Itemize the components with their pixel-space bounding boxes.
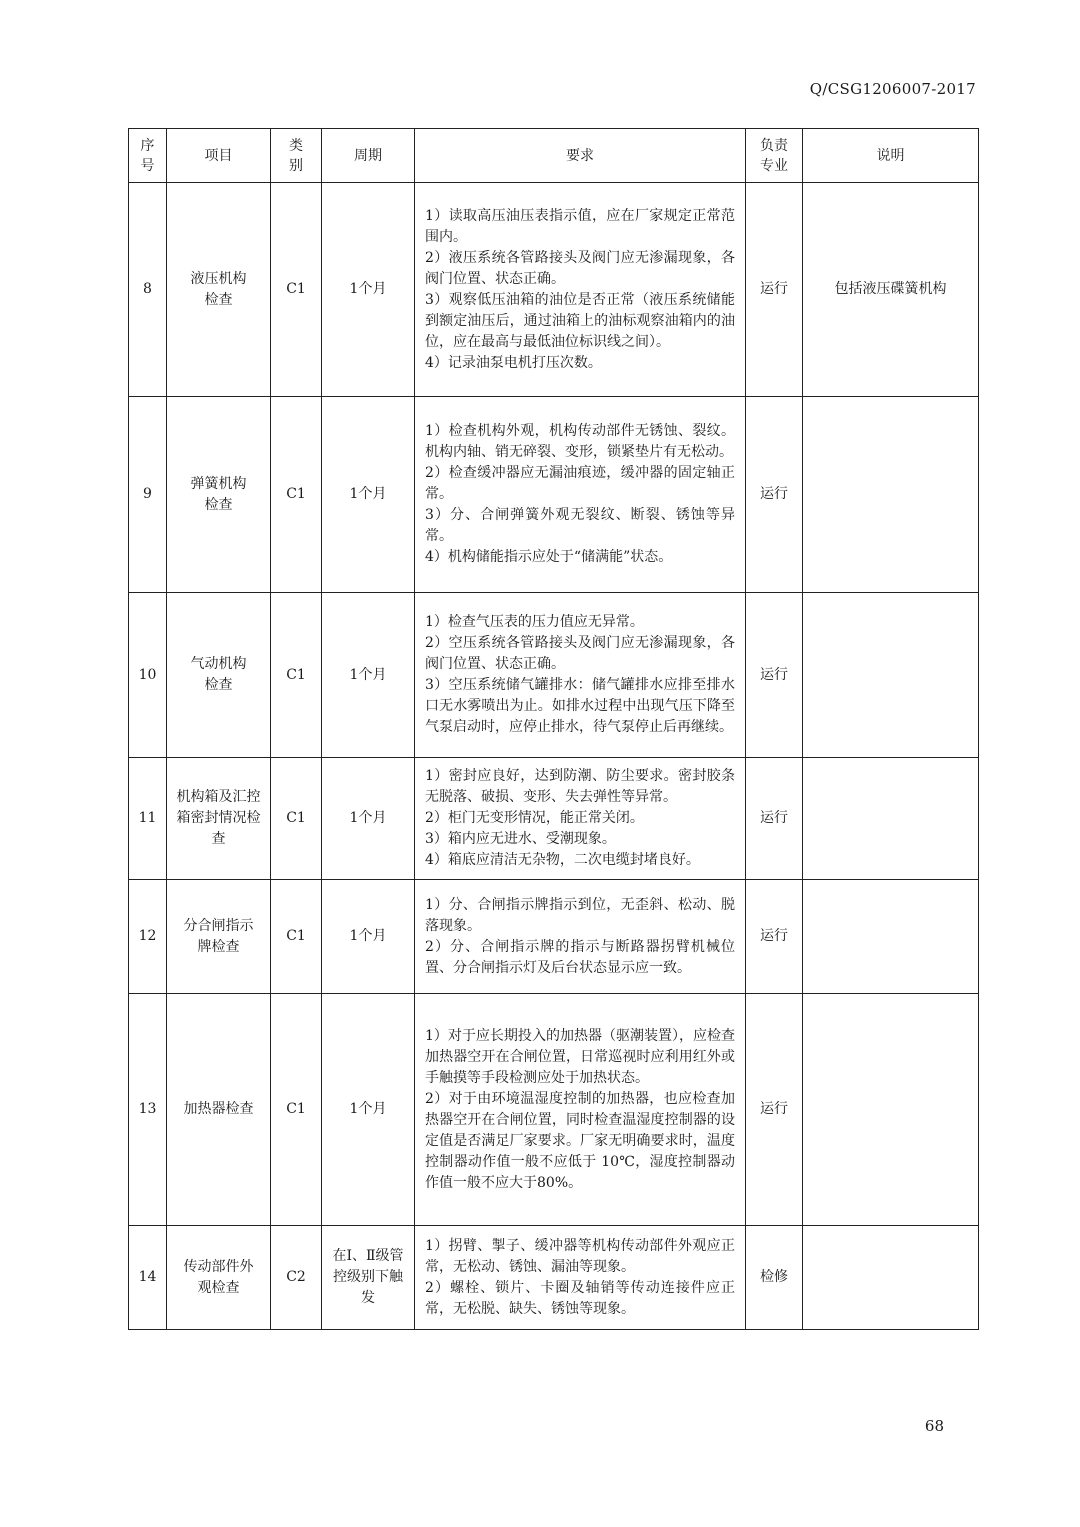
cell-category: C2 — [271, 1226, 322, 1330]
cell-responsible: 运行 — [746, 397, 803, 593]
col-header-no: 序号 — [129, 129, 167, 183]
cell-responsible: 运行 — [746, 880, 803, 994]
table-row — [129, 1226, 979, 1330]
requirement-line: 1）检查机构外观，机构传动部件无锈蚀、裂纹。机构内轴、销无碎裂、变形，锁紧垫片有无松动。 — [425, 423, 735, 460]
cell-requirements — [415, 1226, 746, 1330]
table-row — [129, 183, 979, 397]
page-number: 68 — [924, 1417, 944, 1435]
table-row — [129, 880, 979, 994]
requirement-line: 2）对于由环境温湿度控制的加热器，也应检查加热器空开在合闸位置，同时检查温湿度控制器的设定值是否满足厂家要求。厂家无明确要求时，温度控制器动作值一般不应低于 10℃，湿度控制器动作值一般不应大于80%。 — [425, 1090, 735, 1191]
cell-requirements — [415, 397, 746, 593]
cell-note — [803, 994, 979, 1226]
requirement-line: 2）空压系统各管路接头及阀门应无渗漏现象，各阀门位置、状态正确。 — [425, 635, 735, 672]
cell-responsible: 运行 — [746, 994, 803, 1226]
requirement-line: 1）检查气压表的压力值应无异常。 — [425, 614, 644, 630]
cell-note — [803, 1226, 979, 1330]
cell-category: C1 — [271, 880, 322, 994]
requirement-line: 3）空压系统储气罐排水：储气罐排水应排至排水口无水雾喷出为止。如排水过程中出现气压下降至气泵启动时，应停止排水，待气泵停止后再继续。 — [425, 677, 735, 735]
cell-requirements — [415, 183, 746, 397]
col-header-category: 类别 — [271, 129, 322, 183]
cell-period: 1个月 — [322, 183, 415, 397]
requirement-line: 1）拐臂、掣子、缓冲器等机构传动部件外观应正常，无松动、锈蚀、漏油等现象。 — [425, 1237, 735, 1275]
cell-no: 13 — [129, 994, 167, 1226]
requirement-line: 2）螺栓、锁片、卡圈及轴销等传动连接件应正常，无松脱、缺失、锈蚀等现象。 — [425, 1279, 735, 1317]
cell-item: 机构箱及汇控箱密封情况检查 — [167, 758, 271, 880]
table-row — [129, 758, 979, 880]
cell-item: 气动机构检查 — [167, 593, 271, 758]
requirement-line: 1）对于应长期投入的加热器（驱潮装置），应检查加热器空开在合闸位置，日常巡视时应利用红外或手触摸等手段检测应处于加热状态。 — [425, 1027, 735, 1086]
cell-period: 在Ⅰ、Ⅱ级管控级别下触发 — [322, 1226, 415, 1330]
cell-category: C1 — [271, 593, 322, 758]
requirement-line: 1）密封应良好，达到防潮、防尘要求。密封胶条无脱落、破损、变形、失去弹性等异常。 — [425, 768, 735, 805]
col-header-responsible: 负责专业 — [746, 129, 803, 183]
cell-responsible: 检修 — [746, 1226, 803, 1330]
requirement-line: 1）分、合闸指示牌指示到位，无歪斜、松动、脱落现象。 — [425, 896, 735, 934]
cell-category: C1 — [271, 183, 322, 397]
cell-responsible: 运行 — [746, 758, 803, 880]
cell-no: 11 — [129, 758, 167, 880]
table-row — [129, 593, 979, 758]
requirement-line: 3）分、合闸弹簧外观无裂纹、断裂、锈蚀等异常。 — [425, 507, 735, 544]
col-header-period: 周期 — [322, 129, 415, 183]
requirement-line: 4）记录油泵电机打压次数。 — [425, 354, 602, 371]
cell-no: 9 — [129, 397, 167, 593]
col-header-item: 项目 — [167, 129, 271, 183]
requirement-line: 3）箱内应无进水、受潮现象。 — [425, 831, 616, 847]
cell-requirements — [415, 994, 746, 1226]
requirement-line: 2）柜门无变形情况，能正常关闭。 — [425, 810, 644, 826]
requirement-line: 2）检查缓冲器应无漏油痕迹，缓冲器的固定轴正常。 — [425, 465, 735, 502]
cell-period: 1个月 — [322, 593, 415, 758]
requirement-line: 3）观察低压油箱的油位是否正常（液压系统储能到额定油压后，通过油箱上的油标观察油箱内的油位，应在最高与最低油位标识线之间）。 — [425, 291, 735, 350]
cell-no: 10 — [129, 593, 167, 758]
requirement-line: 2）分、合闸指示牌的指示与断路器拐臂机械位置、分合闸指示灯及后台状态显示应一致。 — [425, 938, 735, 976]
cell-item: 液压机构检查 — [167, 183, 271, 397]
cell-item: 分合闸指示牌检查 — [167, 880, 271, 994]
cell-period: 1个月 — [322, 758, 415, 880]
col-header-requirement: 要求 — [415, 129, 746, 183]
cell-item: 弹簧机构检查 — [167, 397, 271, 593]
cell-no: 8 — [129, 183, 167, 397]
cell-responsible: 运行 — [746, 183, 803, 397]
requirement-line: 1）读取高压油压表指示值，应在厂家规定正常范围内。 — [425, 207, 735, 245]
inspection-table — [128, 128, 979, 1330]
cell-category: C1 — [271, 758, 322, 880]
table-header-row — [129, 129, 979, 183]
document-code: Q/CSG1206007-2017 — [809, 80, 976, 98]
cell-category: C1 — [271, 994, 322, 1226]
cell-no: 12 — [129, 880, 167, 994]
requirement-line: 2）液压系统各管路接头及阀门应无渗漏现象，各阀门位置、状态正确。 — [425, 249, 735, 287]
table-row — [129, 397, 979, 593]
cell-no: 14 — [129, 1226, 167, 1330]
cell-period: 1个月 — [322, 994, 415, 1226]
cell-period: 1个月 — [322, 397, 415, 593]
cell-note — [803, 593, 979, 758]
cell-note — [803, 880, 979, 994]
requirement-line: 4）箱底应清洁无杂物，二次电缆封堵良好。 — [425, 852, 700, 868]
cell-requirements — [415, 593, 746, 758]
cell-note — [803, 397, 979, 593]
cell-note — [803, 758, 979, 880]
col-header-note: 说明 — [803, 129, 979, 183]
cell-item: 加热器检查 — [167, 994, 271, 1226]
cell-requirements — [415, 758, 746, 880]
cell-category: C1 — [271, 397, 322, 593]
cell-responsible: 运行 — [746, 593, 803, 758]
requirement-line: 4）机构储能指示应处于“储满能”状态。 — [425, 549, 673, 565]
cell-note: 包括液压碟簧机构 — [803, 183, 979, 397]
cell-requirements — [415, 880, 746, 994]
cell-item: 传动部件外观检查 — [167, 1226, 271, 1330]
cell-period: 1个月 — [322, 880, 415, 994]
table-row — [129, 994, 979, 1226]
